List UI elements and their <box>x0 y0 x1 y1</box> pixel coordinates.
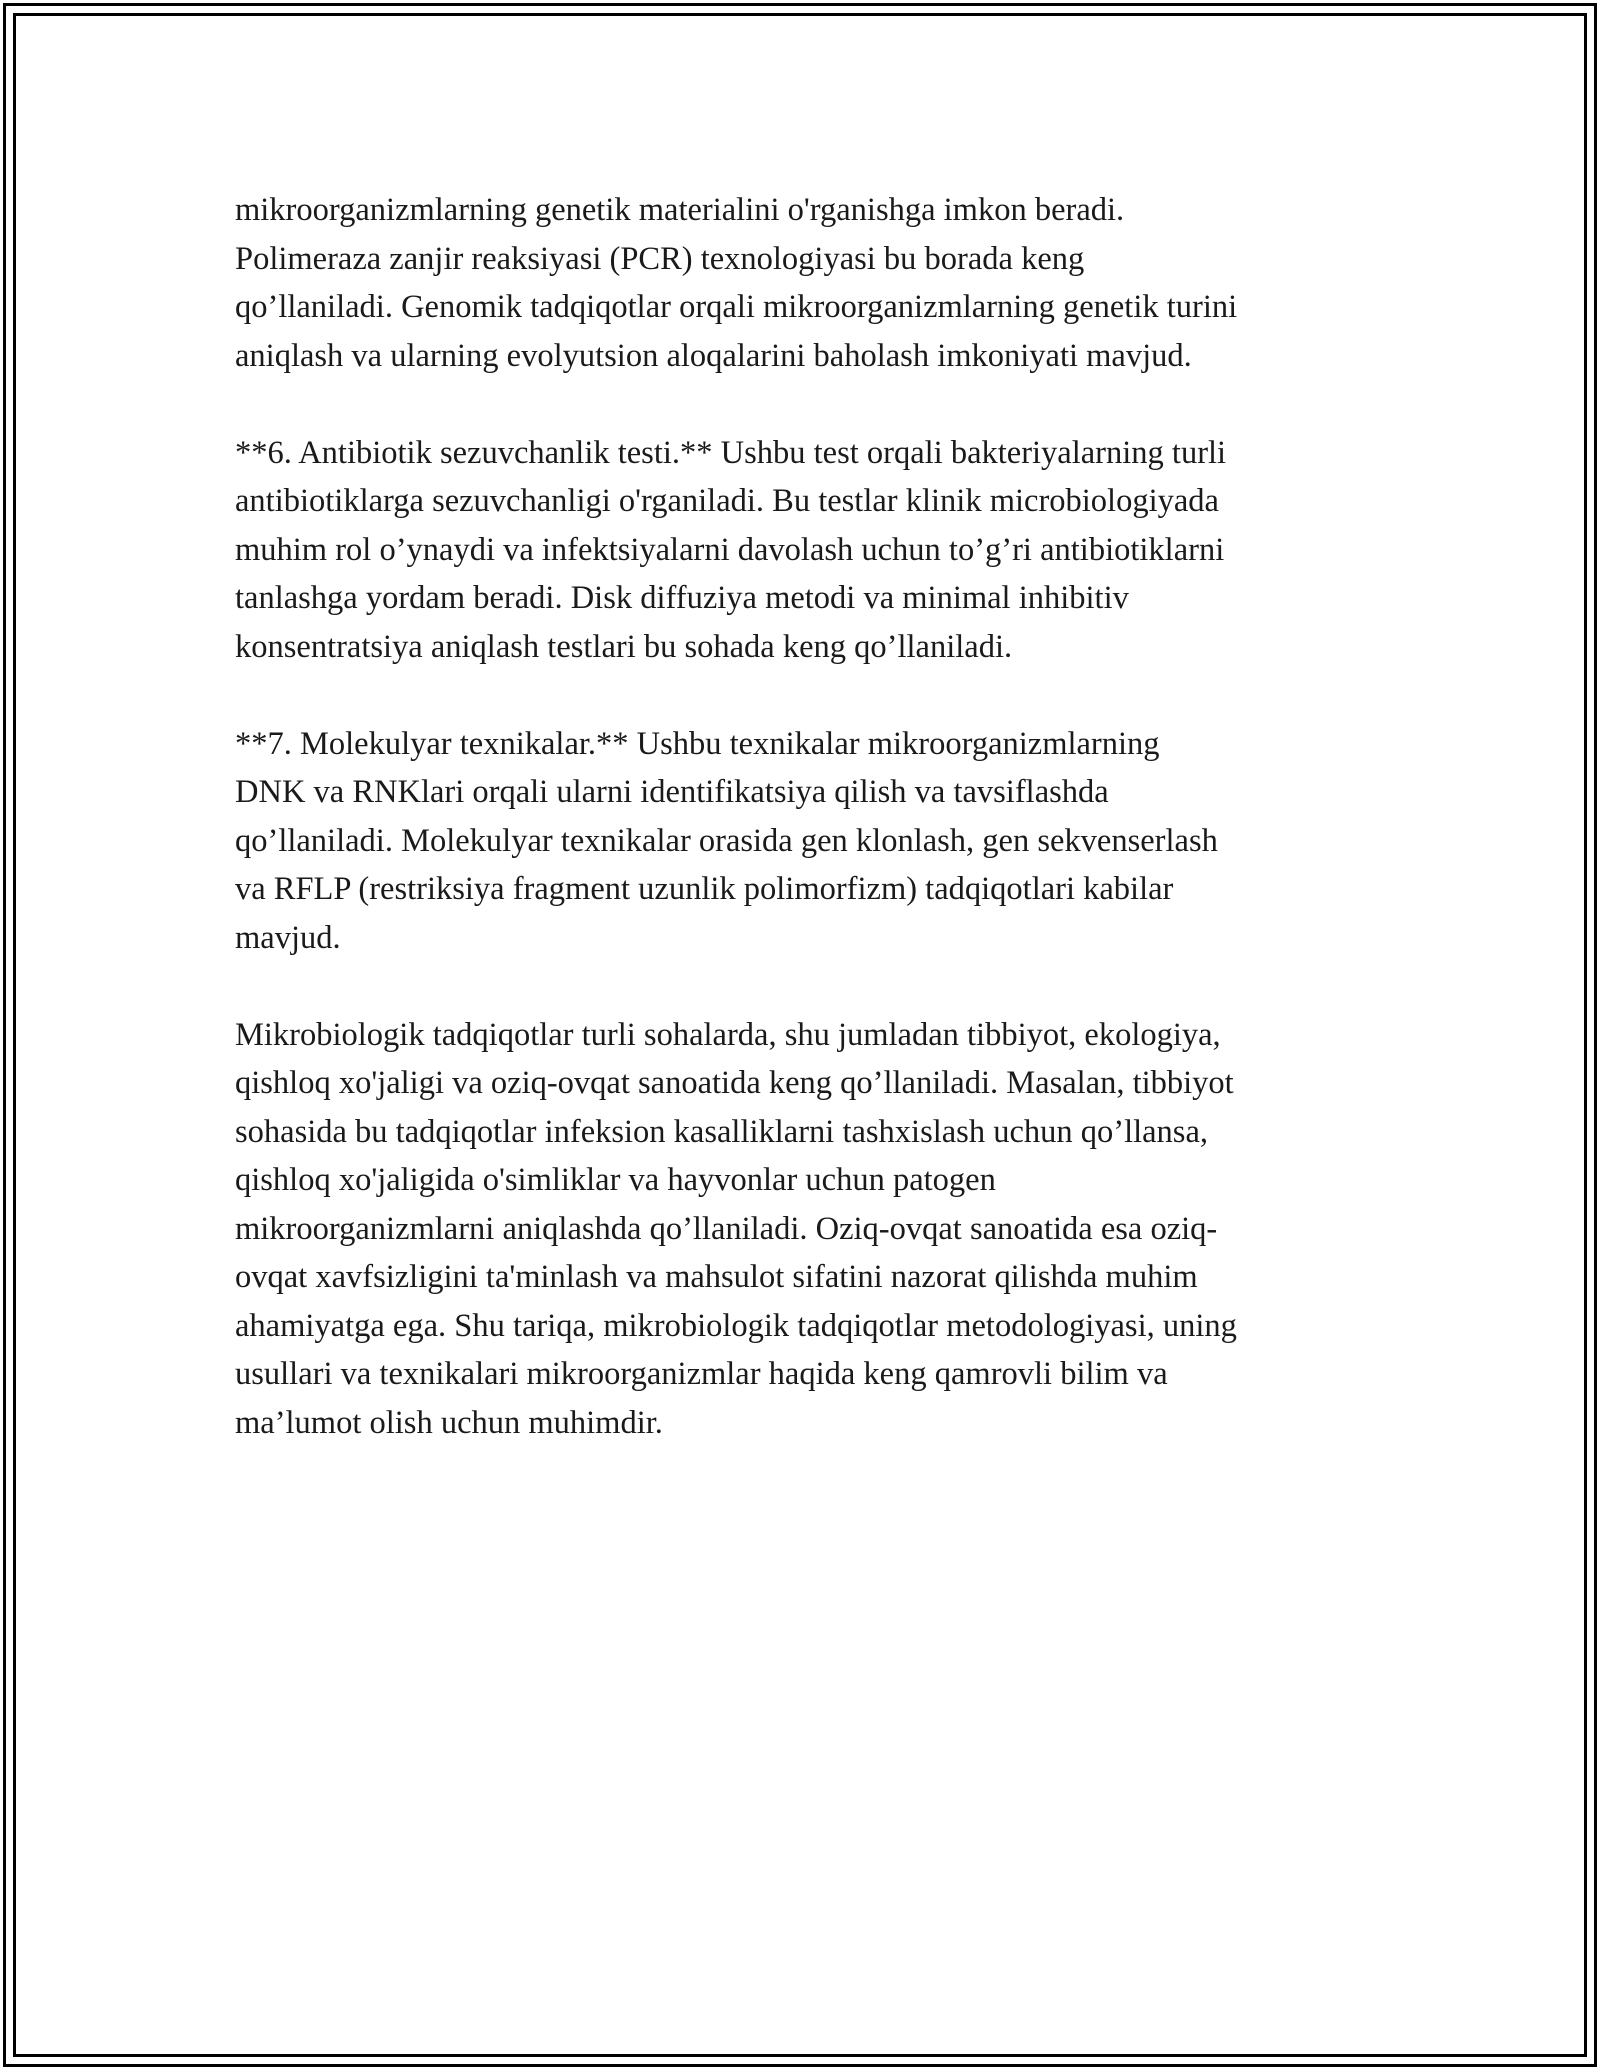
paragraph-genomic-research: mikroorganizmlarning genetik materialini o'rganishga imkon beradi. Polimeraza zanjir reaksiyasi (PCR) texnologiyasi bu borada keng qo’llaniladi. Genomik tadqiqotlar orqali mikroorganizmlarning genetik turini aniqlash va ularning evolyutsion aloqalarini baholash imkoniyati mavjud. <box>235 192 1238 374</box>
paragraph-antibiotic-test: **6. Antibiotik sezuvchanlik testi.** Ushbu test orqali bakteriyalarning turli antibiotiklarga sezuvchanligi o'rganiladi. Bu testlar klinik microbiologiyada muhim rol o’ynaydi va infektsiyalarni davolash uchun to’g’ri antibiotiklarni tanlashga yordam beradi. Disk diffuziya metodi va minimal inhibitiv konsentratsiya aniqlash testlari bu sohada keng qo’llaniladi. <box>235 434 1227 665</box>
paragraph-molecular-techniques: **7. Molekulyar texnikalar.** Ushbu texnikalar mikroorganizmlarning DNK va RNKlari orqali ularni identifikatsiya qilish va tavsiflashda qo’llaniladi. Molekulyar texnikalar orasida gen klonlash, gen sekvenserlash va RFLP (restriksiya fragment uzunlik polimorfizm) tadqiqotlari kabilar mavjud. <box>235 725 1218 956</box>
paragraph-applications: Mikrobiologik tadqiqotlar turli sohalarda, shu jumladan tibbiyot, ekologiya, qishloq xo'jaligi va oziq-ovqat sanoatida keng qo’llaniladi. Masalan, tibbiyot sohasida bu tadqiqotlar infeksion kasalliklarni tashxislash uchun qo’llansa, qishloq xo'jaligida o'simliklar va hayvonlar uchun patogen mikroorganizmlarni aniqlashda qo’llaniladi. Oziq-ovqat sanoatida esa oziq- ovqat xavfsizligini ta'minlash va mahsulot sifatini nazorat qilishda muhim ahamiyatga ega. Shu tariqa, mikrobiologik tadqiqotlar metodologiyasi, uning usullari va texnikalari mikroorganizmlar haqida keng qamrovli bilim va ma’lumot olish uchun muhimdir. <box>235 1016 1237 1441</box>
document-body <box>235 186 1375 1496</box>
